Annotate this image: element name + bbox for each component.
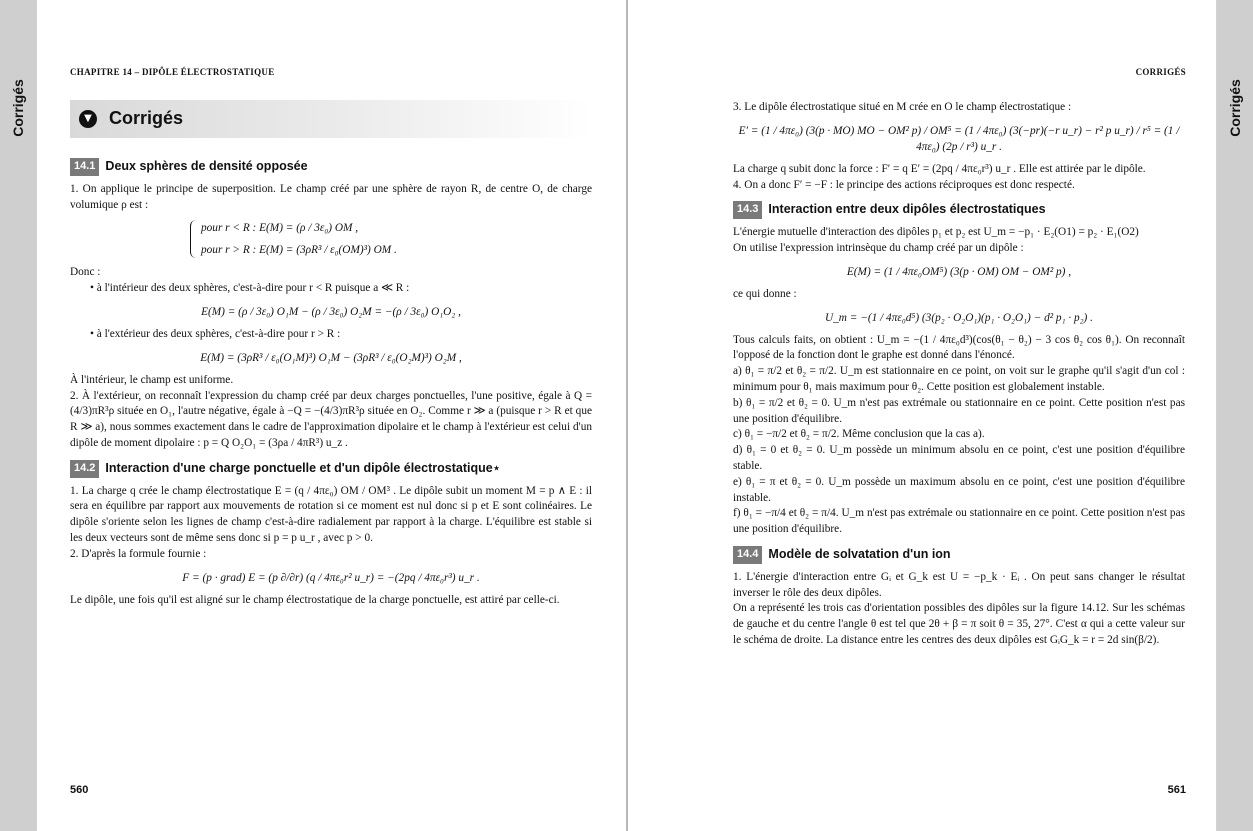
left-margin-strip (0, 0, 36, 831)
paragraph: Le dipôle, une fois qu'il est aligné sur le champ électrostatique de la charge ponctuelle, est attiré par celle-ci. (70, 593, 560, 606)
paragraph: c) θ₁ = −π/2 et θ₂ = π/2. Même conclusion que la cas a). (733, 428, 985, 441)
paragraph: 2. À l'extérieur, on reconnaît l'expression du champ créé par deux charges ponctuelles, l'une positive, égale à Q = (4/3)πR³ρ située en O₁, l'autre négative, égale à −Q = −(4/3)πR³ρ située en O₂. Comme r ≫ a (puisque r > R et que R ≫ a), nous sommes exactement dans le cadre de l'approximation dipolaire et le champ à l'extérieur est celui d'un dipôle de moment dipolaire : p = Q O₂O₁ = (3ρa / 4πR³) u_z . (70, 389, 592, 449)
page-content (733, 100, 1185, 649)
right-margin-strip (1217, 0, 1253, 831)
side-tab-label: Corrigés (10, 79, 27, 137)
paragraph: 3. Le dipôle électrostatique situé en M crée en O le champ électrostatique : (733, 101, 1072, 113)
paragraph: Tous calculs faits, on obtient : U_m = −(1 / 4πε₀d³)(cos(θ₁ − θ₂) − 3 cos θ₂ cos θ₁). On reconnaît l'opposé de la fonction dont le graphe est donné dans l'énoncé. (733, 333, 1185, 362)
equation-line: pour r > R : E(M) = (3ρR³ / ε₀(OM)³) OM . (201, 244, 397, 257)
paragraph: 1. L'énergie d'interaction entre Gᵢ et G_k est U = −p_k · Eᵢ . On peut sans changer le résultat inverser le rôle des deux dipôles. (733, 570, 1185, 599)
running-head: CORRIGÉS (1135, 67, 1186, 77)
section-badge: 14.2 (70, 460, 99, 478)
equation-system (190, 220, 592, 258)
paragraph: e) θ₁ = π et θ₂ = 0. U_m possède un maximum absolu en ce point, c'est une position d'équilibre instable. (733, 475, 1185, 504)
section-title: Modèle de solvatation d'un ion (768, 546, 951, 561)
bullet-list (70, 327, 592, 343)
section-badge: 14.4 (733, 546, 762, 564)
equation: F = (p · grad) E = (p ∂/∂r) (q / 4πε₀r² u_r) = −(2pq / 4πε₀r³) u_r . (182, 571, 480, 584)
left-side-tab (2, 78, 34, 138)
section-header (70, 158, 592, 176)
right-page (628, 0, 1216, 831)
chevron-down-icon: ▼ (79, 110, 97, 128)
section-title: Interaction entre deux dipôles électrostatiques (768, 202, 1046, 217)
left-page (37, 0, 626, 831)
section-header (70, 460, 592, 478)
paragraph: d) θ₁ = 0 et θ₂ = 0. U_m possède un minimum absolu en ce point, c'est une position d'équilibre stable. (733, 444, 1185, 472)
running-head: CHAPITRE 14 – DIPÔLE ÉLECTROSTATIQUE (70, 67, 275, 77)
paragraph: f) θ₁ = −π/4 et θ₂ = π/4. U_m n'est pas extrémale ou stationnaire en ce point. Cette position n'est pas une position d'équilibre. (733, 507, 1185, 536)
page-number: 561 (1167, 784, 1186, 796)
list-item: • à l'intérieur des deux sphères, c'est-à-dire pour r < R puisque a ≪ R : (90, 281, 592, 297)
paragraph: Donc : (70, 266, 101, 279)
banner-title: Corrigés (109, 108, 184, 129)
equation: E(M) = (ρ / 3ε₀) O₁M − (ρ / 3ε₀) O₂M = −(ρ / 3ε₀) O₁O₂ , (201, 305, 461, 318)
bullet-list (70, 281, 592, 297)
paragraph: 2. D'après la formule fournie : (70, 547, 207, 560)
side-tab-label: Corrigés (1227, 79, 1244, 137)
paragraph: b) θ₁ = π/2 et θ₂ = 0. U_m n'est pas extrémale ou stationnaire en ce point. Cette position n'est pas une position d'équilibre. (733, 396, 1185, 425)
equation-line: pour r < R : E(M) = (ρ / 3ε₀) OM , (201, 222, 359, 235)
paragraph: 1. La charge q crée le champ électrostatique E = (q / 4πε₀) OM / OM³ . Le dipôle subit un moment M = p ∧ E : il sera en équilibre par rapport aux mouvements de rotation si ce moment est nul donc si p et E sont colinéaires. Le dipôle s'oriente selon les lignes de champ c'est-à-dire radialement par rapport à la charge. L'équilibre est stable si les deux vecteurs sont de même sens donc si p = p u_r , avec p > 0. (70, 484, 592, 544)
paragraph: a) θ₁ = π/2 et θ₂ = π/2. U_m est stationnaire en ce point, on voit sur le graphe qu'il s'agit d'un col : minimum pour θ₁ mais maximum pour θ₂. Cette position est globalement instable. (733, 365, 1185, 393)
paragraph: À l'intérieur, le champ est uniforme. (70, 373, 234, 386)
paragraph: L'énergie mutuelle d'interaction des dipôles p₁ et p₂ est U_m = −p₁ · E₂(O1) = p₂ · E₁(O2) (733, 226, 1139, 239)
paragraph: 1. On applique le principe de superposition. Le champ créé par une sphère de rayon R, de centre O, de charge volumique ρ est : (70, 182, 592, 211)
equation: U_m = −(1 / 4πε₀d⁵) (3(p₂ · O₂O₁)(p₁ · O₂O₁) − d² p₁ · p₂) . (825, 311, 1093, 324)
section-header (733, 201, 1185, 219)
paragraph: ce qui donne : (733, 287, 797, 300)
list-item: • à l'extérieur des deux sphères, c'est-à-dire pour r > R : (90, 327, 592, 343)
page-content (70, 100, 592, 608)
section-badge: 14.3 (733, 201, 762, 219)
page-number: 560 (70, 784, 89, 796)
paragraph: On utilise l'expression intrinsèque du champ créé par un dipôle : (733, 241, 1024, 254)
right-side-tab (1219, 78, 1251, 138)
corriges-banner (70, 100, 592, 138)
equation: E′ = (1 / 4πε₀) (3(p · MO) MO − OM² p) / OM⁵ = (1 / 4πε₀) (3(−pr)(−r u_r) − r² p u_r) / r⁵ = (1 / 4πε₀) (2p / r³) u_r . (738, 124, 1180, 153)
section-badge: 14.1 (70, 158, 99, 176)
paragraph: On a représenté les trois cas d'orientation possibles des dipôles sur la figure 14.12. Sur les schémas de gauche et du centre l'angle θ est tel que 2θ + β = π soit θ = 35, 27°. C'est α qui a cette valeur sur le schéma de droite. La distance entre les centres des deux dipôles est GᵢG_k = r = 2d sin(β/2). (733, 602, 1185, 646)
paragraph: 4. On a donc F′ = −F : le principe des actions réciproques est donc respecté. (733, 178, 1075, 191)
section-header (733, 546, 1185, 564)
section-title: Deux sphères de densité opposée (105, 159, 308, 173)
equation: E(M) = (3ρR³ / ε₀(O₁M)³) O₁M − (3ρR³ / ε₀(O₂M)³) O₂M , (200, 351, 462, 364)
paragraph: La charge q subit donc la force : F′ = q E′ = (2pq / 4πε₀r³) u_r . Elle est attirée par le dipôle. (733, 162, 1146, 175)
equation: E(M) = (1 / 4πε₀OM⁵) (3(p · OM) OM − OM² p) , (846, 265, 1072, 278)
section-title: Interaction d'une charge ponctuelle et d'un dipôle électrostatique⋆ (105, 460, 501, 475)
